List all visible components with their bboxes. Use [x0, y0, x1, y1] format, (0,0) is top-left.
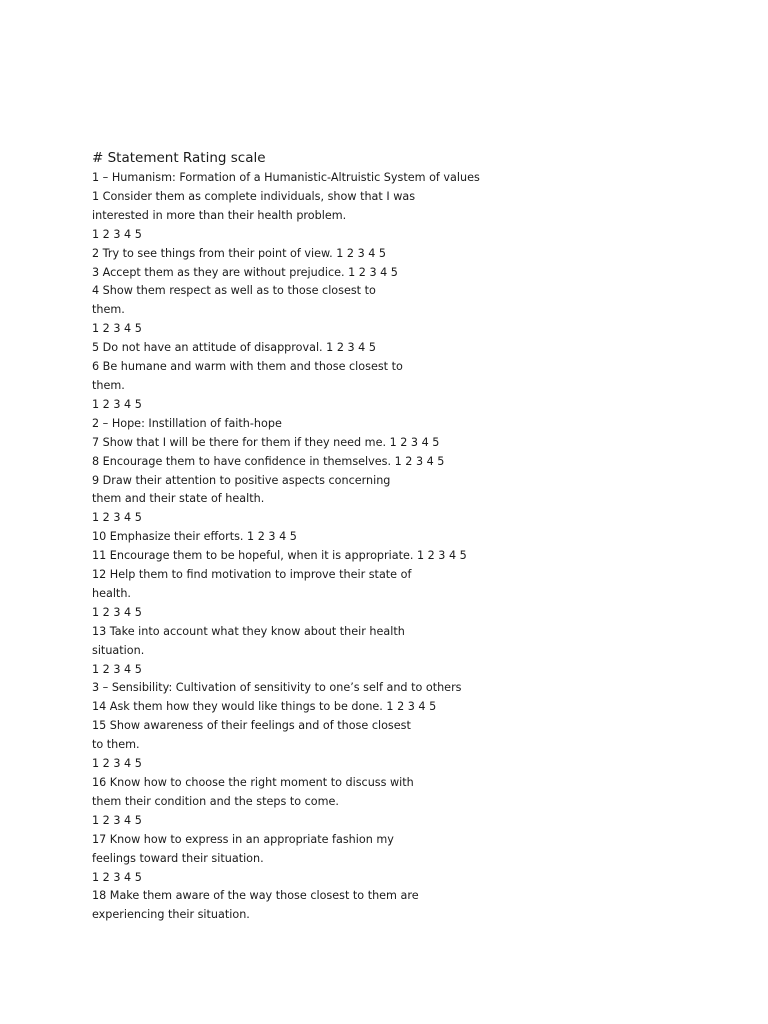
text-line: 9 Draw their attention to positive aspects concerning [92, 473, 391, 487]
text-line: 3 Accept them as they are without prejudice. 1 2 3 4 5 [92, 265, 398, 279]
text-line: 5 Do not have an attitude of disapproval. 1 2 3 4 5 [92, 341, 376, 355]
text-line: 1 2 3 4 5 [92, 322, 142, 336]
text-line: 8 Encourage them to have confidence in themselves. 1 2 3 4 5 [92, 454, 445, 468]
text-line: 12 Help them to find motivation to improve their state of [92, 568, 412, 582]
text-line: 4 Show them respect as well as to those closest to [92, 284, 376, 298]
text-line: feelings toward their situation. [92, 851, 264, 865]
text-line: to them. [92, 738, 140, 752]
text-line: 1 2 3 4 5 [92, 813, 142, 827]
text-line: 1 2 3 4 5 [92, 511, 142, 525]
text-line: 1 Consider them as complete individuals, show that I was [92, 189, 416, 203]
document-page [92, 148, 732, 925]
text-line: 1 2 3 4 5 [92, 870, 142, 884]
text-line: 1 2 3 4 5 [92, 397, 142, 411]
text-line: 10 Emphasize their efforts. 1 2 3 4 5 [92, 530, 297, 544]
text-line: 18 Make them aware of the way those closest to them are [92, 889, 419, 903]
text-line: them their condition and the steps to come. [92, 794, 339, 808]
text-line: interested in more than their health problem. [92, 208, 347, 222]
text-line: them. [92, 303, 125, 317]
text-line: 15 Show awareness of their feelings and of those closest [92, 719, 411, 733]
text-line: health. [92, 586, 131, 600]
text-line: 13 Take into account what they know about their health [92, 624, 405, 638]
text-line: 1 2 3 4 5 [92, 662, 142, 676]
text-line: 1 2 3 4 5 [92, 605, 142, 619]
text-line: 11 Encourage them to be hopeful, when it is appropriate. 1 2 3 4 5 [92, 549, 467, 563]
text-line: situation. [92, 643, 145, 657]
document-body [92, 169, 732, 925]
text-line: 14 Ask them how they would like things to be done. 1 2 3 4 5 [92, 700, 437, 714]
text-line: 1 – Humanism: Formation of a Humanistic-Altruistic System of values [92, 171, 480, 184]
text-line: them and their state of health. [92, 492, 265, 506]
text-line: 1 2 3 4 5 [92, 757, 142, 771]
text-line: 2 Try to see things from their point of view. 1 2 3 4 5 [92, 246, 387, 260]
text-line: experiencing their situation. [92, 908, 250, 922]
text-line: 16 Know how to choose the right moment to discuss with [92, 776, 414, 789]
text-line: them. [92, 378, 125, 392]
text-line: 7 Show that I will be there for them if they need me. 1 2 3 4 5 [92, 435, 440, 449]
document-title: # Statement Rating scale [92, 150, 266, 166]
text-line: 3 – Sensibility: Cultivation of sensitivity to one’s self and to others [92, 681, 462, 695]
text-line: 17 Know how to express in an appropriate fashion my [92, 832, 394, 846]
text-line: 1 2 3 4 5 [92, 227, 142, 241]
text-line: 6 Be humane and warm with them and those closest to [92, 360, 403, 374]
text-line: 2 – Hope: Instillation of faith-hope [92, 416, 282, 430]
